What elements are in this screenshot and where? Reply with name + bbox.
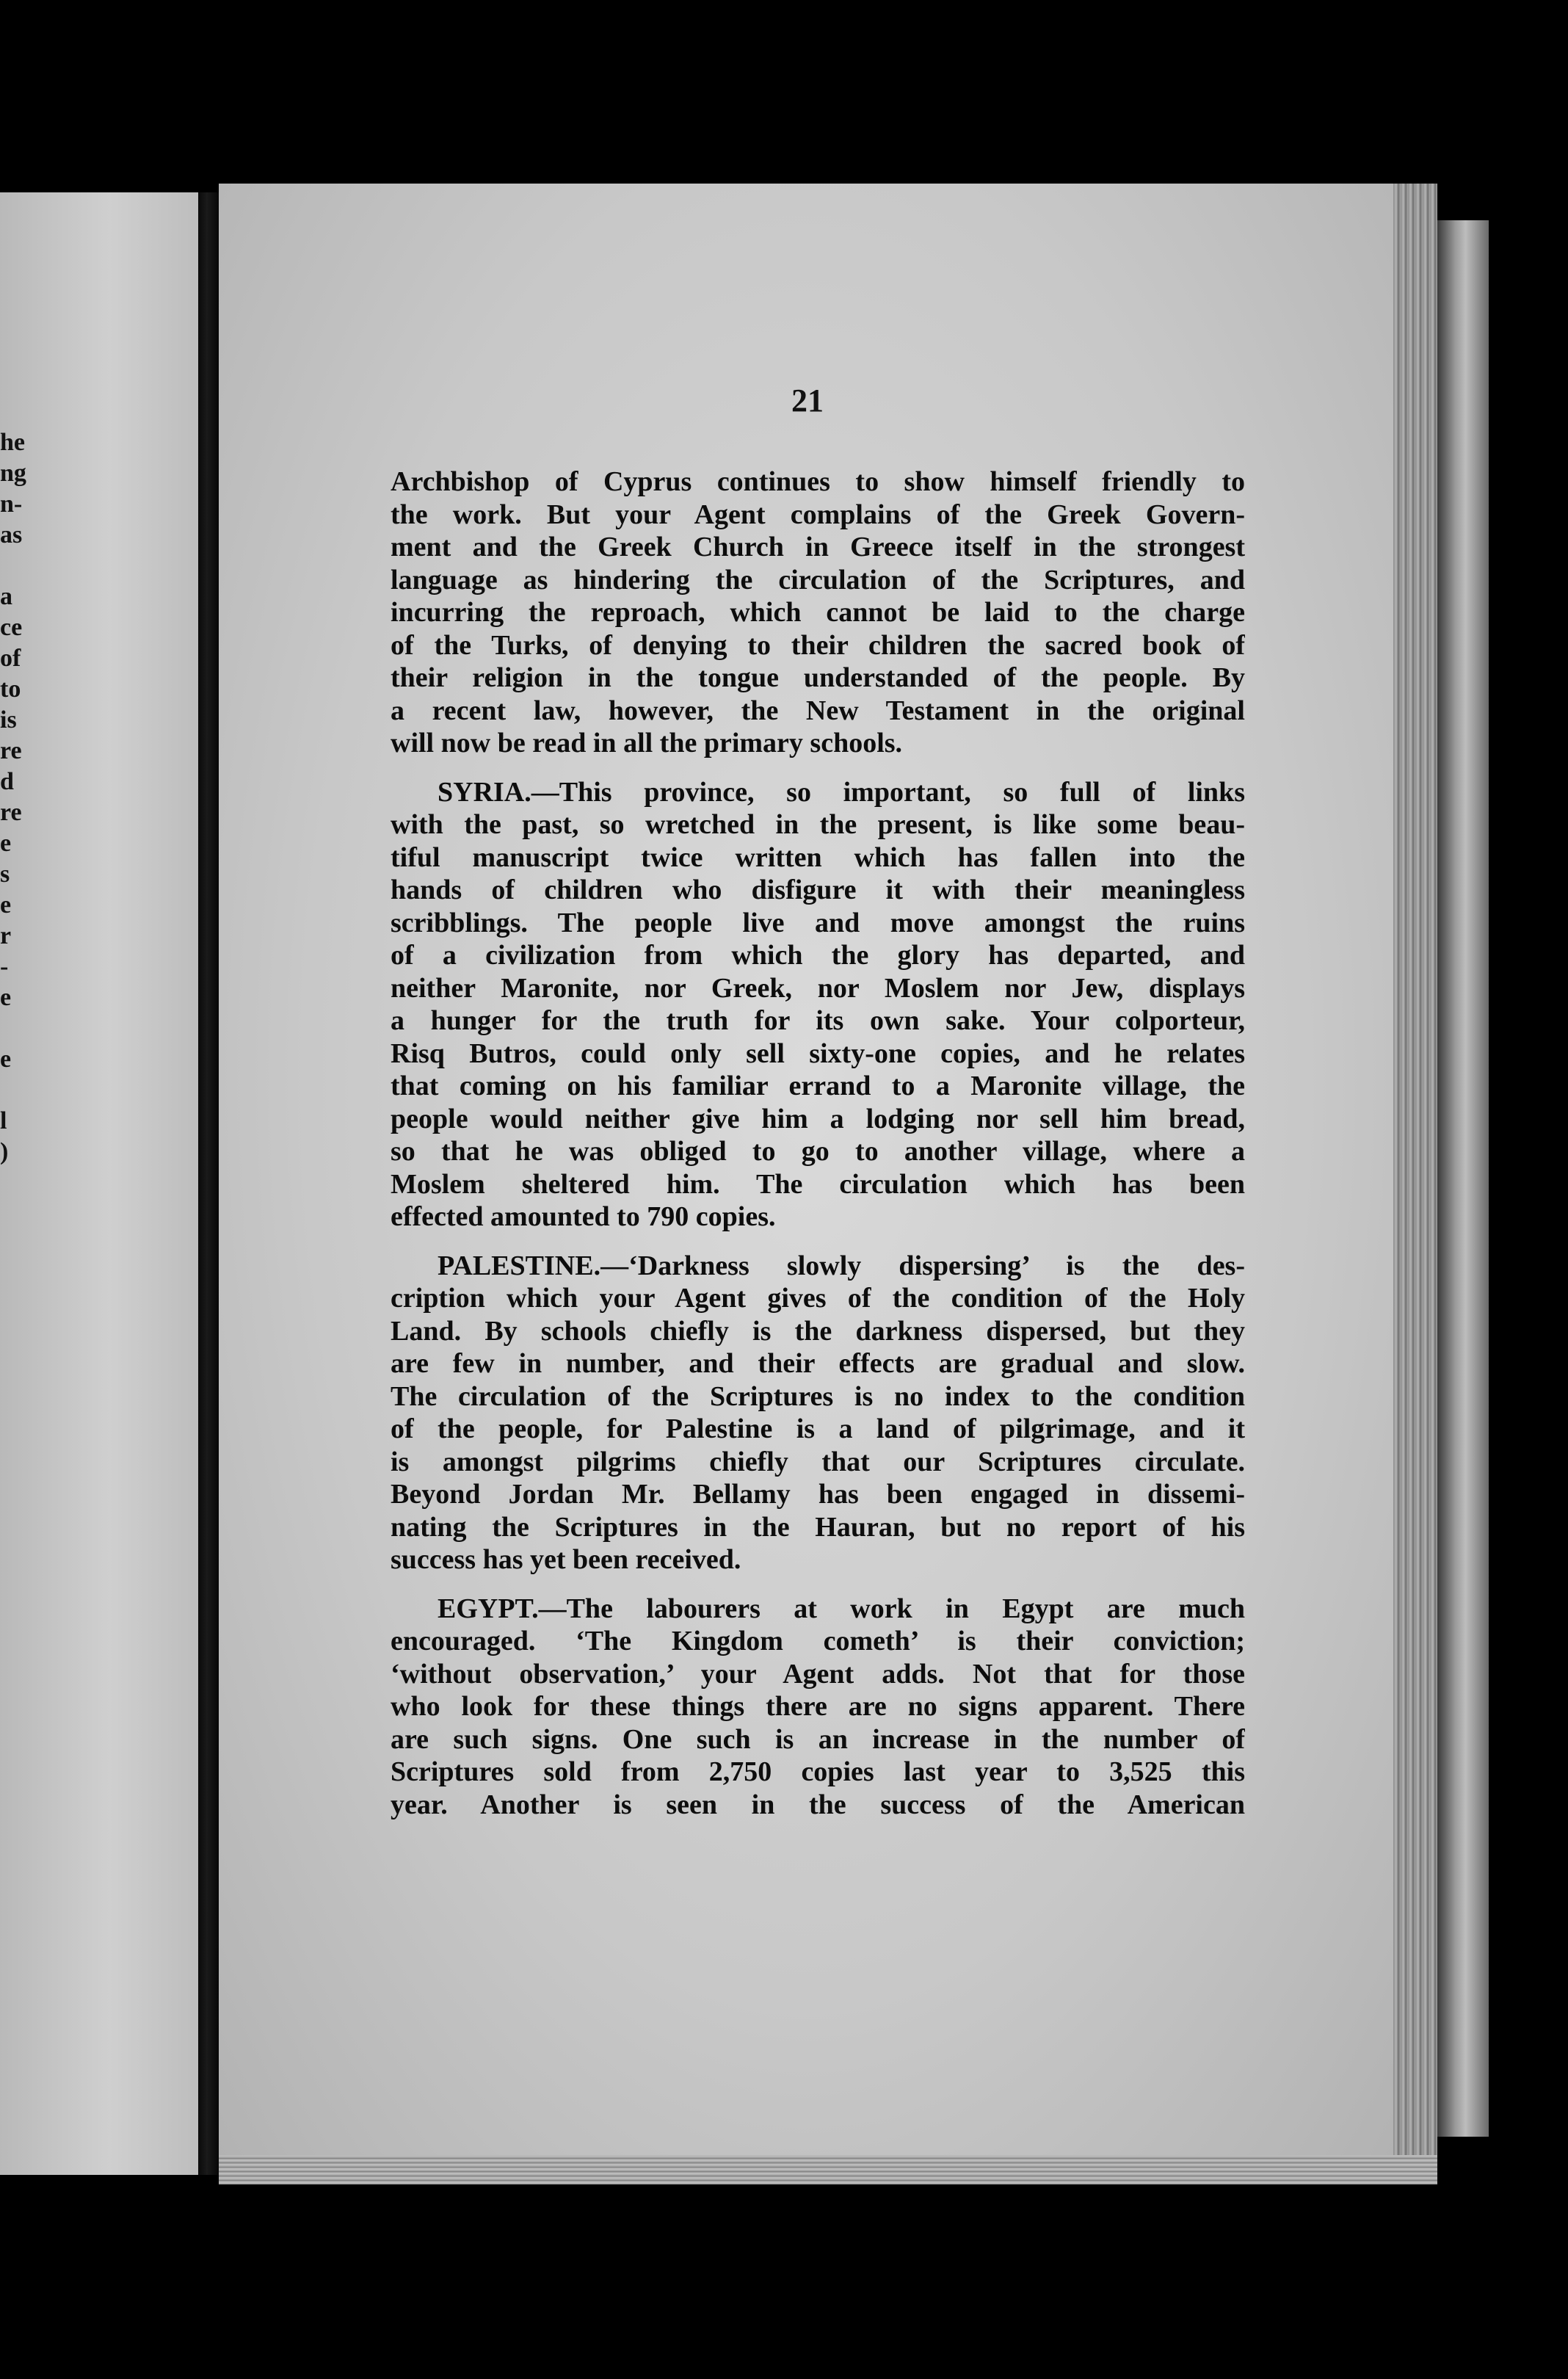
- left-page-edge-text: [0, 427, 44, 1167]
- left-edge-fragment: to: [0, 676, 21, 703]
- left-edge-fragment: a: [0, 583, 12, 610]
- left-edge-fragment: he: [0, 429, 25, 456]
- left-edge-fragment: [0, 1075, 44, 1106]
- left-edge-fragment: re: [0, 737, 22, 764]
- text-line: that coming on his familiar errand to a Maronite village, the: [391, 1071, 1245, 1101]
- text-line: The circulation of the Scriptures is no index to the condition: [391, 1380, 1245, 1412]
- text-line: the work. But your Agent complains of the Greek Govern-: [391, 499, 1245, 530]
- page-number: 21: [791, 383, 824, 419]
- text-line: a recent law, however, the New Testament in the original: [391, 695, 1245, 726]
- text-line: are such signs. One such is an increase in the number of: [391, 1723, 1245, 1755]
- text-line: Moslem sheltered him. The circulation which has been: [391, 1168, 1245, 1200]
- text-line: will now be read in all the primary schools.: [391, 728, 903, 758]
- left-edge-fragment: r: [0, 922, 12, 949]
- book-gutter: [198, 192, 220, 2175]
- text-line: ment and the Greek Church in Greece itself in the strongest: [391, 532, 1245, 562]
- text-line: incurring the reproach, which cannot be laid to the charge: [391, 597, 1245, 628]
- text-line: with the past, so wretched in the present, is like some beau-: [391, 809, 1245, 840]
- text-line: ‘without observation,’ your Agent adds. Not that for those: [391, 1658, 1245, 1690]
- left-edge-fragment: s: [0, 861, 10, 888]
- text-line: nating the Scriptures in the Hauran, but no report of his: [391, 1511, 1245, 1543]
- left-edge-fragment: -: [0, 953, 9, 980]
- left-edge-fragment: [0, 551, 44, 582]
- text-line: their religion in the tongue understanded of the people. By: [391, 662, 1245, 693]
- text-line: SYRIA.—This province, so important, so full of links: [438, 776, 1245, 808]
- text-line: Risq Butros, could only sell sixty-one copies, and he relates: [391, 1038, 1245, 1069]
- text-line: Beyond Jordan Mr. Bellamy has been engaged in dissemi-: [391, 1479, 1245, 1510]
- text-line: neither Maronite, nor Greek, nor Moslem nor Jew, displays: [391, 972, 1245, 1004]
- left-edge-fragment: as: [0, 521, 23, 548]
- left-edge-fragment: n-: [0, 490, 23, 518]
- text-line: of the people, for Palestine is a land of pilgrimage, and it: [391, 1413, 1245, 1444]
- left-edge-fragment: l: [0, 1107, 7, 1134]
- left-edge-fragment: e: [0, 830, 12, 857]
- text-line: year. Another is seen in the success of the American: [391, 1789, 1245, 1820]
- left-edge-fragment: ): [0, 1138, 9, 1165]
- text-line: who look for these things there are no signs apparent. There: [391, 1691, 1245, 1722]
- text-line: tiful manuscript twice written which has fallen into the: [391, 841, 1245, 873]
- text-line: effected amounted to 790 copies.: [391, 1201, 776, 1232]
- left-edge-fragment: ng: [0, 460, 26, 487]
- left-edge-fragment: [0, 1013, 44, 1044]
- text-line: encouraged. ‘The Kingdom cometh’ is their conviction;: [391, 1626, 1245, 1656]
- text-line: of the Turks, of denying to their children the sacred book of: [391, 629, 1245, 661]
- text-line: scribblings. The people live and move amongst the ruins: [391, 907, 1245, 938]
- text-line: language as hindering the circulation of the Scriptures, and: [391, 564, 1245, 595]
- left-edge-fragment: re: [0, 799, 22, 826]
- left-edge-fragment: d: [0, 768, 14, 795]
- page-edges: [1393, 184, 1437, 2166]
- paragraph-syria: [391, 776, 1245, 1234]
- page-bottom-edge: [219, 2155, 1437, 2184]
- left-edge-fragment: e: [0, 891, 12, 919]
- left-edge-fragment: ce: [0, 614, 23, 641]
- left-edge-fragment: e: [0, 1046, 12, 1073]
- text-line: so that he was obliged to go to another village, where a: [391, 1136, 1245, 1167]
- text-line: PALESTINE.—‘Darkness slowly dispersing’ is the des-: [438, 1250, 1245, 1281]
- text-line: EGYPT.—The labourers at work in Egypt are much: [438, 1593, 1245, 1624]
- text-line: of a civilization from which the glory has departed, and: [391, 940, 1245, 971]
- text-line: are few in number, and their effects are gradual and slow.: [391, 1348, 1245, 1379]
- text-line: Archbishop of Cyprus continues to show himself friendly to: [391, 466, 1245, 497]
- left-page: [0, 192, 200, 2175]
- text-line: Land. By schools chiefly is the darkness dispersed, but they: [391, 1315, 1245, 1347]
- text-line: hands of children who disfigure it with their meaningless: [391, 875, 1245, 905]
- text-line: cription which your Agent gives of the condition of the Holy: [391, 1283, 1245, 1314]
- text-line: Scriptures sold from 2,750 copies last year to 3,525 this: [391, 1756, 1245, 1787]
- text-line: success has yet been received.: [391, 1544, 741, 1575]
- left-edge-fragment: is: [0, 706, 17, 734]
- page-body: [391, 466, 1245, 1837]
- text-line: a hunger for the truth for its own sake. Your colporteur,: [391, 1005, 1245, 1036]
- paragraph-cyprus-greece: [391, 466, 1245, 760]
- book-cover-edge: [1437, 220, 1489, 2137]
- text-line: people would neither give him a lodging nor sell him bread,: [391, 1103, 1245, 1134]
- paragraph-palestine: [391, 1250, 1245, 1576]
- left-edge-fragment: of: [0, 645, 21, 672]
- text-line: is amongst pilgrims chiefly that our Scriptures circulate.: [391, 1446, 1245, 1477]
- paragraph-egypt: [391, 1593, 1245, 1822]
- left-edge-fragment: e: [0, 984, 12, 1011]
